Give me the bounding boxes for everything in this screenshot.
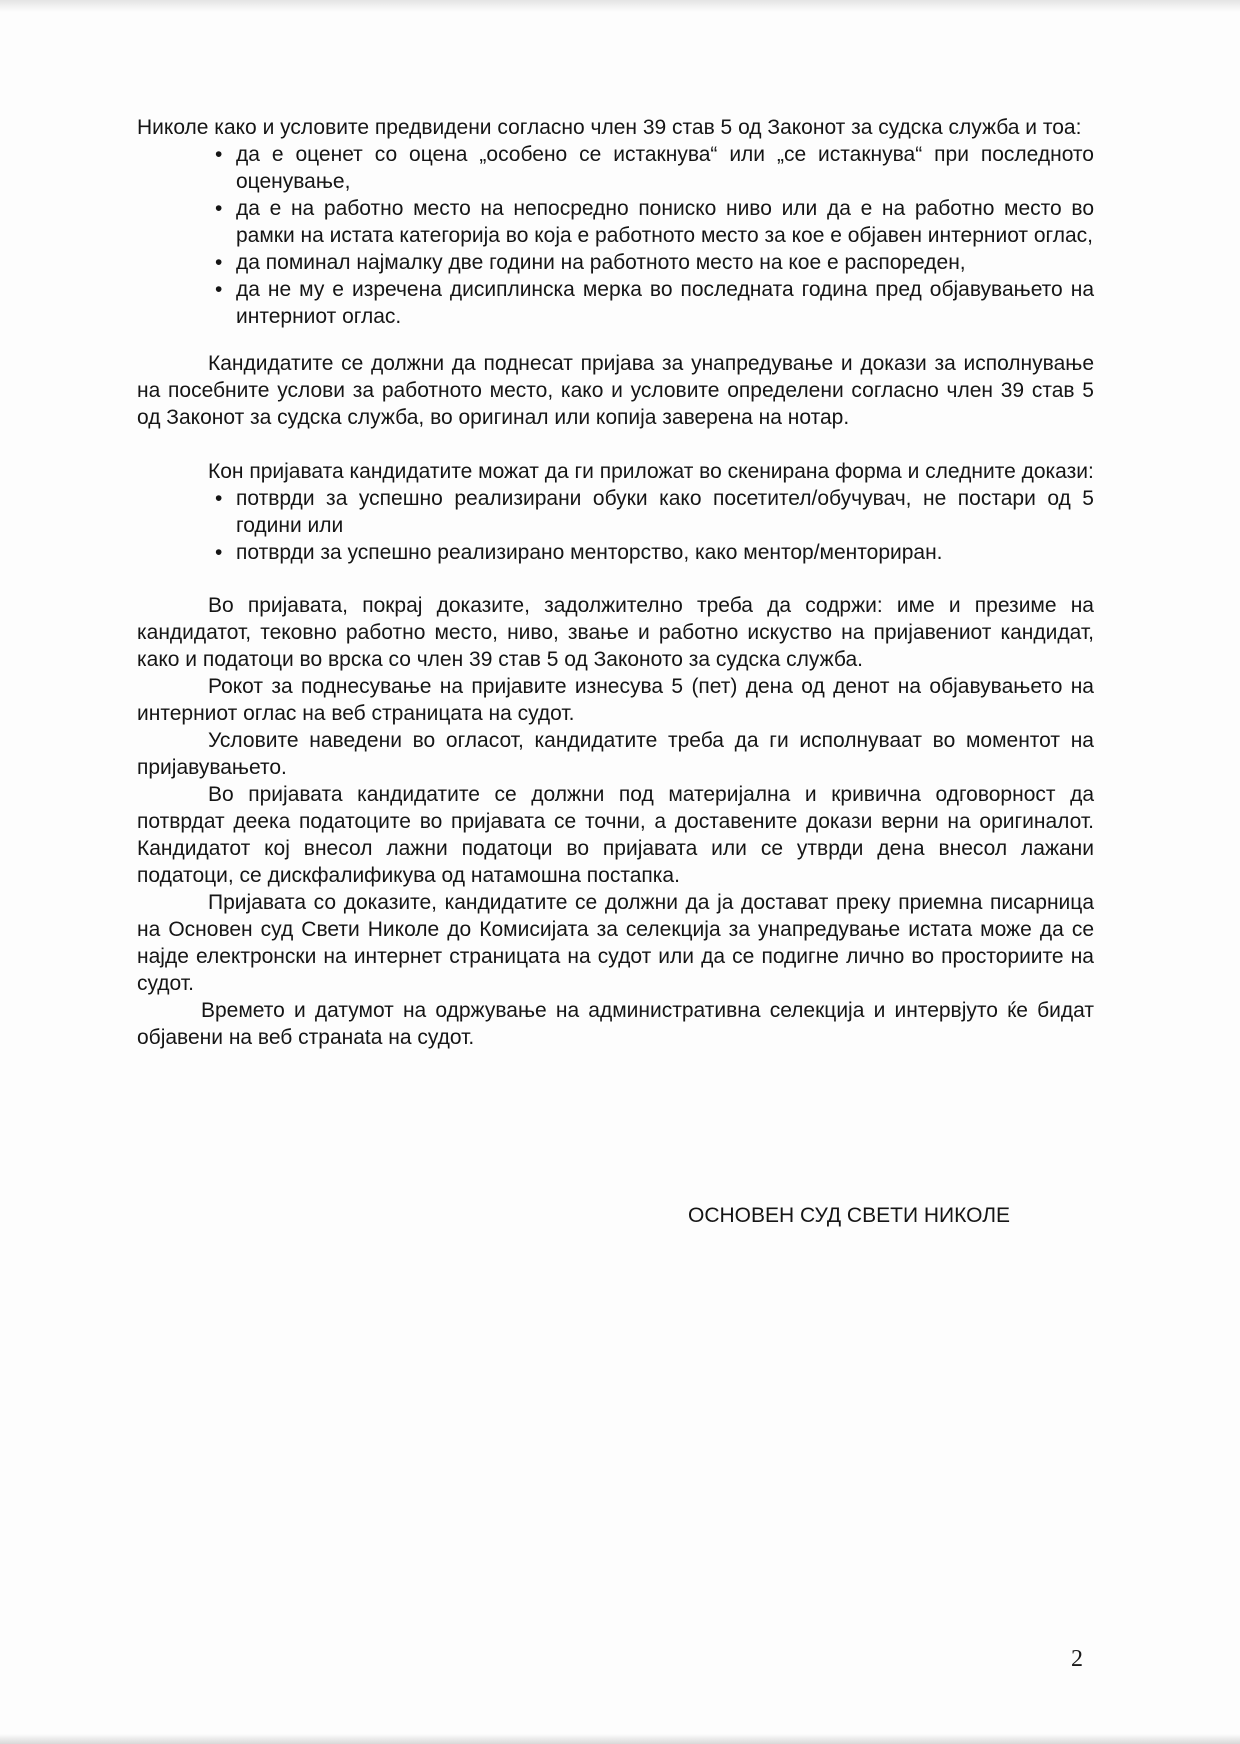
bullet-icon: •: [215, 251, 223, 274]
bullet-icon: •: [215, 197, 223, 220]
evidence-list: [137, 485, 1094, 566]
submission-paragraph: Кандидатите се должни да поднесат пријава за унапредување и докази за исполнување на посебните услови за работното место, како и условите определени согласно член 39 став 5 од Законот за судска служба, во оригинал или копија заверена на нотар.: [137, 352, 1094, 429]
page-number: 2: [1071, 1646, 1083, 1672]
list-item: • да поминал најмалку две години на работното место на кое е распореден,: [215, 251, 966, 274]
delivery-paragraph: Пријавата со доказите, кандидатите се должни да ја достават преку приемна писарница на Основен суд Свети Николе до Комисијата за селекција за унапредување истата може да се најде електронски на интернет страницата на судот или да се подигне лично во просториите на судот.: [137, 891, 1094, 995]
content-paragraph: Во пријавата, покрај доказите, задолжително треба да содржи: име и презиме на кандидатот, тековно работно место, ниво, звање и работно искуство на пријавениот кандидат, како и податоци во врска со член 39 став 5 од Законото за судска служба.: [137, 594, 1094, 671]
schedule-paragraph: Времето и датумот на одржување на административна селекција и интервјуто ќе бидат објавени на веб странаta на судот.: [137, 999, 1094, 1049]
conditions-met-paragraph: Условите наведени во огласот, кандидатите треба да ги исполнуваат во моментот на пријавувањето.: [137, 729, 1094, 779]
attachments-paragraph: Кон пријавата кандидатите можат да ги приложат во скенирана форма и следните докази:: [208, 460, 1094, 483]
list-item: • да не му е изречена дисиплинска мерка во последната година пред објавувањето на интерниот оглас.: [215, 278, 1094, 328]
document-body: [137, 114, 1094, 1051]
opening-paragraph: Николе како и условите предвидени согласно член 39 став 5 од Законот за судска служба и тоа:: [137, 116, 1082, 139]
list-item: • да е на работно место на непосредно пониско ниво или да е на работно место во рамки на истата категорија во која е работното место за кое е објавен интерниот оглас,: [215, 197, 1094, 247]
bullet-icon: •: [215, 278, 223, 301]
scan-edge-bottom: [0, 1734, 1240, 1744]
bullet-icon: •: [215, 541, 223, 564]
court-signature: ОСНОВЕН СУД СВЕТИ НИКОЛЕ: [688, 1204, 1011, 1227]
deadline-paragraph: Рокот за поднесување на пријавите изнесува 5 (пет) дена од денот на објавувањето на интерниот оглас на веб страницата на судот.: [137, 675, 1094, 725]
liability-paragraph: Во пријавата кандидатите се должни под материјална и кривична одговорност да потврдат деека податоците во пријавата се точни, а доставените докази верни на оригиналот. Кандидатот кој внесол лажни податоци во пријавата или се утврди дена внесол лажани податоци, се дискфалификува од натамошна постапка.: [137, 783, 1094, 887]
bullet-icon: •: [215, 487, 223, 510]
scan-edge-top: [0, 0, 1240, 12]
list-item: • да е оценет со оцена „особено се истакнува“ или „се истакнува“ при последното оценување,: [215, 143, 1094, 193]
list-item: • потврди за успешно реализирано менторство, како ментор/менториран.: [215, 541, 943, 564]
list-item: • потврди за успешно реализирани обуки како посетител/обучувач, не постари од 5 години или: [215, 487, 1094, 537]
bullet-icon: •: [215, 143, 223, 166]
conditions-list: [137, 141, 1094, 330]
